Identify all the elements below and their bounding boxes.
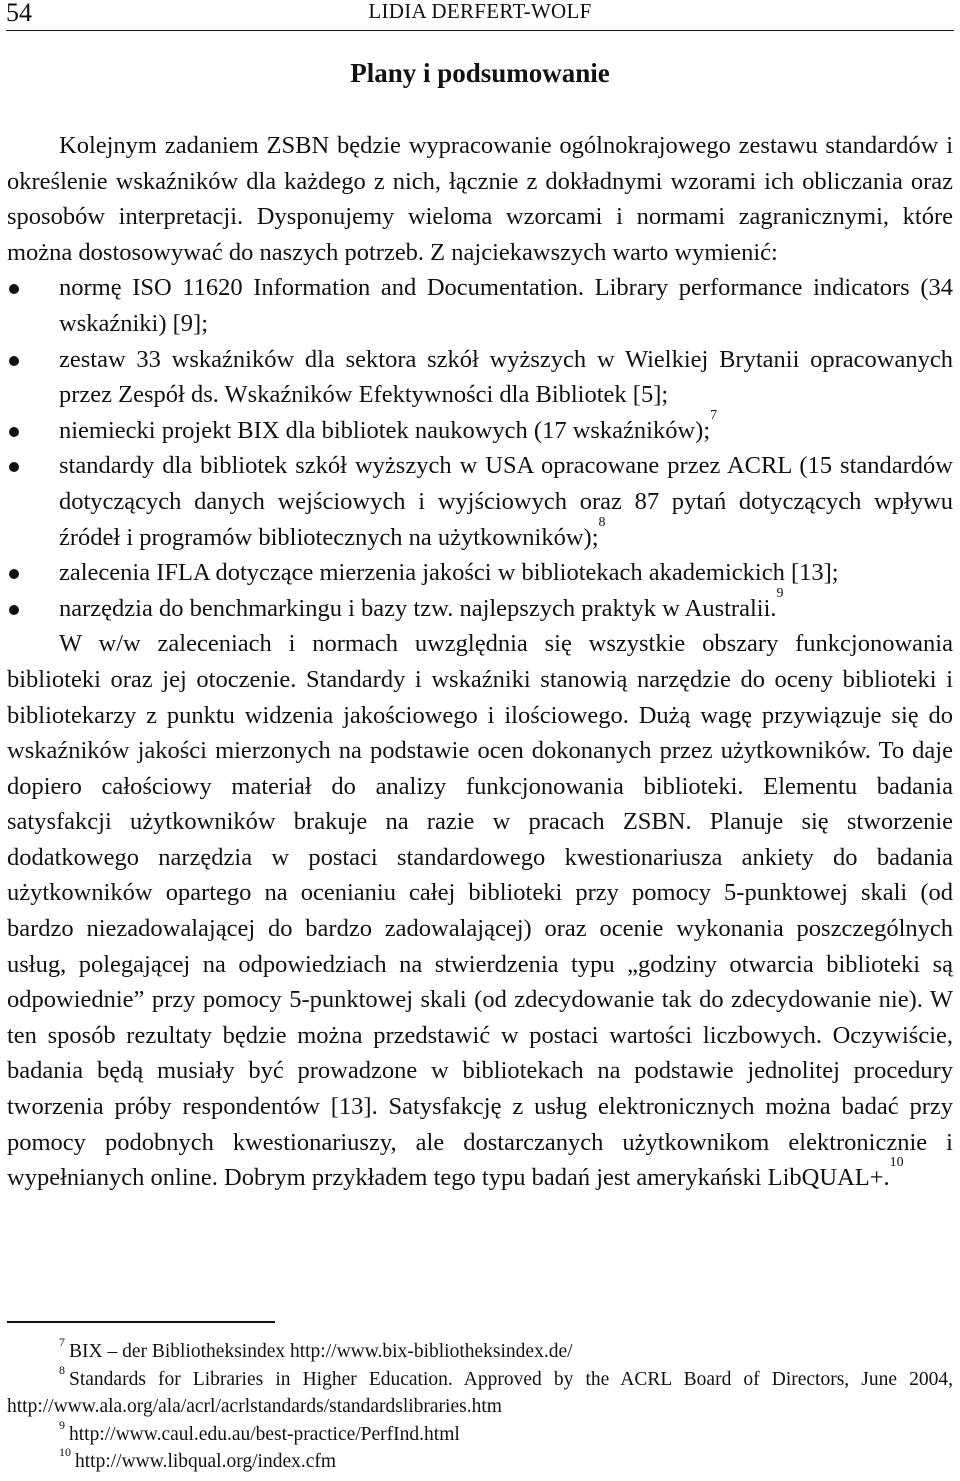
bullet-item — [7, 270, 953, 341]
bullet-icon — [9, 427, 19, 437]
conclusion-paragraph — [7, 626, 953, 1196]
footnote-text: Standards for Libraries in Higher Education. Approved by the ACRL Board of Directors, June 2004, http://www.ala.org/ala/acrl/acrlstandards/standardslibraries.htm — [7, 1368, 953, 1417]
footnote-number: 8 — [59, 1362, 65, 1377]
footnote-rule — [7, 1321, 275, 1323]
footnote-ref: 8 — [598, 514, 606, 530]
bullet-text: zestaw 33 wskaźników dla sektora szkół wyższych w Wielkiej Brytanii opracowanych przez Zespół ds. Wskaźników Efektywności dla Bibliotek [5]; — [59, 345, 953, 409]
footnotes — [7, 1335, 953, 1476]
bullet-icon — [9, 605, 19, 615]
running-head: LIDIA DERFERT-WOLF — [368, 0, 592, 23]
body-text — [7, 128, 953, 1196]
footnote-ref: 10 — [889, 1155, 904, 1171]
footnote-text: BIX – der Bibliotheksindex http://www.bix-bibliotheksindex.de/ — [69, 1341, 573, 1362]
bullet-item — [7, 448, 953, 555]
intro-paragraph: Kolejnym zadaniem ZSBN będzie wypracowanie ogólnokrajowego zestawu standardów i określenie wskaźników dla każdego z nich, łącznie z dokładnymi wzorami ich obliczania oraz sposobów interpretacji. Dysponujemy wieloma wzorcami i normami zagranicznymi, które można dostosowywać do naszych potrzeb. Z najciekawszych warto wymienić: — [7, 132, 953, 266]
bullet-list — [7, 270, 953, 626]
bullet-icon — [9, 462, 19, 472]
footnote-number: 10 — [59, 1445, 71, 1459]
bullet-icon — [9, 569, 19, 579]
footnote — [7, 1362, 953, 1421]
bullet-text: niemiecki projekt BIX dla bibliotek naukowych (17 wskaźników); — [59, 416, 711, 444]
bullet-item — [7, 342, 953, 413]
section-title: Plany i podsumowanie — [350, 58, 610, 88]
bullet-icon — [9, 284, 19, 294]
bullet-text: normę ISO 11620 Information and Documentation. Library performance indicators (34 wskaźniki) [9]; — [59, 274, 953, 337]
footnote-ref: 7 — [710, 407, 718, 423]
footnote — [7, 1335, 953, 1366]
bullet-item — [7, 585, 953, 627]
bullet-text: narzędzia do benchmarkingu i bazy tzw. najlepszych praktyk w Australii. — [59, 594, 777, 622]
footnote-text: http://www.libqual.org/index.cfm — [75, 1451, 337, 1472]
footnote — [7, 1417, 953, 1449]
bullet-text: standardy dla bibliotek szkół wyższych w USA opracowane przez ACRL (15 standardów dotyczących danych wejściowych i wyjściowych oraz 87 pytań dotyczących wpływu źródeł i programów bibliotecznych na użytkowników); — [59, 452, 953, 551]
conclusion-text: W w/w zaleceniach i normach uwzględnia się wszystkie obszary funkcjonowania biblioteki oraz jej otoczenie. Standardy i wskaźniki stanowią narzędzie do oceny biblioteki i bibliotekarzy z punktu widzenia jakościowego i ilościowego. Dużą wagę przywiązuje się do wskaźników jakości mierzonych na podstawie ocen dokonanych przez użytkowników. To daje dopiero całościowy materiał do analizy funkcjonowania biblioteki. Elementu badania satysfakcji użytkowników brakuje na razie w pracach ZSBN. Planuje się stworzenie dodatkowego narzędzia w postaci standardowego kwestionariusza ankiety do badania użytkowników opartego na ocenianiu całej biblioteki przy pomocy 5-punktowej skali (od bardzo niezadowalającej do bardzo zadowalającej) oraz ocenie wykonania poszczególnych usług, polegającej na odpowiedziach na stwierdzenia typu „godziny otwarcia biblioteki są odpowiednie” przy pomocy 5-punktowej skali (od zdecydowanie tak do zdecydowanie nie). W ten sposób rezultaty będzie można przedstawić w postaci wartości liczbowych. Oczywiście, badania będą musiały być prowadzone w bibliotekach na podstawie jednolitej procedury tworzenia próby respondentów [13]. Satysfakcję z usług elektronicznych można badać przy pomocy podobnych kwestionariuszy, ale dostarczanych użytkownikom elektronicznie i wypełnianych online. Dobrym przykładem tego typu badań jest amerykański LibQUAL+. — [7, 630, 953, 1192]
page-header — [6, 0, 954, 31]
bullet-item — [7, 407, 953, 449]
page-number: 54 — [6, 0, 32, 27]
footnote-text: http://www.caul.edu.au/best-practice/PerfInd.html — [69, 1423, 460, 1445]
footnote-ref: 9 — [776, 585, 784, 601]
footnote-number: 9 — [59, 1417, 65, 1432]
bullet-icon — [9, 356, 19, 366]
footnote — [7, 1445, 953, 1476]
bullet-text: zalecenia IFLA dotyczące mierzenia jakości w bibliotekach akademickich [13]; — [59, 559, 839, 587]
bullet-item — [7, 555, 953, 591]
footnote-number: 7 — [59, 1335, 65, 1349]
